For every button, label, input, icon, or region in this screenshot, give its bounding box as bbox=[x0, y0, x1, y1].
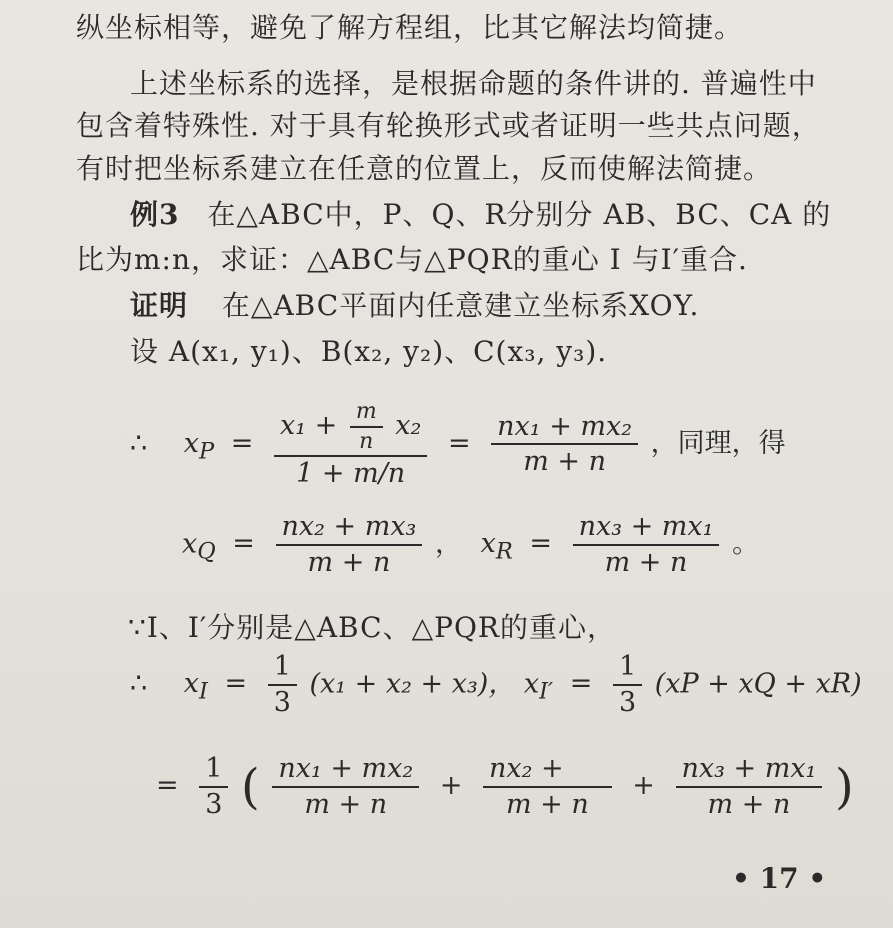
equation-xq-xr: $x_Q$ = $\frac{\text{nx₂ + mx₃}}{m + n}$ ， $x_R$ = $\frac{\text{nx₃ + mx₁}}{m + n}$ 。 bbox=[182, 511, 760, 578]
fraction-complex bbox=[274, 398, 427, 491]
fraction-term-1: $\frac{\text{nx₁ + mx₂}}{m + n}$ bbox=[272, 752, 419, 822]
similarly-text: ，同理，得 bbox=[650, 427, 786, 459]
equation-xi: ∴ $x_I$ = $\frac{1}{3}$ (x₁ + x₂ + x₃)， $x_{I'}$ = $\frac{1}{3}$ (xP + xQ + xR) bbox=[130, 651, 862, 718]
sub-p: P bbox=[199, 438, 215, 465]
example-line bbox=[130, 193, 831, 233]
fraction-xp: $\frac{\text{nx₁ + mx₂}}{m + n}$ bbox=[491, 410, 638, 480]
text-line-1: 纵坐标相等，避免了解方程组，比其它解法均简捷。 bbox=[76, 11, 744, 44]
coordinates-line: 设 A(x₁, y₁)、B(x₂, y₂)、C(x₃, y₃). bbox=[130, 335, 608, 368]
fraction-one-third: $\frac{1}{3}$ bbox=[268, 650, 297, 720]
text-line-6: 比为m:n，求证：△ABC与△PQR的重心 I 与I′重合. bbox=[76, 243, 748, 276]
denominator-1: 1 + m/n bbox=[296, 458, 406, 489]
example-text: 在△ABC中，P、Q、R分别分 AB、BC、CA 的 bbox=[207, 198, 832, 231]
equals: = bbox=[447, 427, 471, 459]
fraction-xr: $\frac{\text{nx₃ + mx₁}}{m + n}$ bbox=[573, 510, 720, 580]
equation-xp bbox=[122, 398, 786, 491]
fraction-term-3: $\frac{\text{nx₃ + mx₁}}{m + n}$ bbox=[676, 752, 823, 822]
proof-label: 证明 bbox=[130, 289, 189, 322]
centroid-line: ∵I、I′分别是△ABC、△PQR的重心， bbox=[128, 611, 616, 644]
numerator-part-b: x₂ bbox=[395, 410, 422, 441]
var-x: x bbox=[183, 427, 200, 459]
proof-line bbox=[130, 284, 699, 324]
page-number: • 17 • bbox=[732, 862, 827, 895]
example-label: 例3 bbox=[130, 198, 180, 231]
text-line-3: 包含着特殊性. 对于具有轮换形式或者证明一些共点问题， bbox=[76, 109, 821, 142]
equals: = bbox=[230, 427, 254, 459]
fraction-term-2: $\frac{\text{nx₂ +}}{m + n}$ bbox=[483, 752, 612, 822]
fraction-xq: $\frac{\text{nx₂ + mx₃}}{m + n}$ bbox=[276, 510, 423, 580]
fraction-m-over-n: $\frac{m}{n}$ bbox=[350, 398, 383, 455]
proof-text: 在△ABC平面内任意建立坐标系XOY. bbox=[221, 289, 700, 322]
text-line-2: 上述坐标系的选择，是根据命题的条件讲的. 普遍性中 bbox=[130, 67, 817, 100]
text-line-4: 有时把坐标系建立在任意的位置上，反而使解法简捷。 bbox=[76, 152, 773, 185]
therefore-symbol: ∴ bbox=[130, 427, 148, 459]
numerator-part-a: x₁ + bbox=[279, 410, 338, 441]
equation-sum: = $\frac{1}{3}$ ( $\frac{\text{nx₁ + mx₂}}{m + n}$ + $\frac{\text{nx₂ +}}{m + n}$ + $\frac{\text{nx₃ + mx₁}}{m + n}$ ) bbox=[156, 753, 854, 820]
